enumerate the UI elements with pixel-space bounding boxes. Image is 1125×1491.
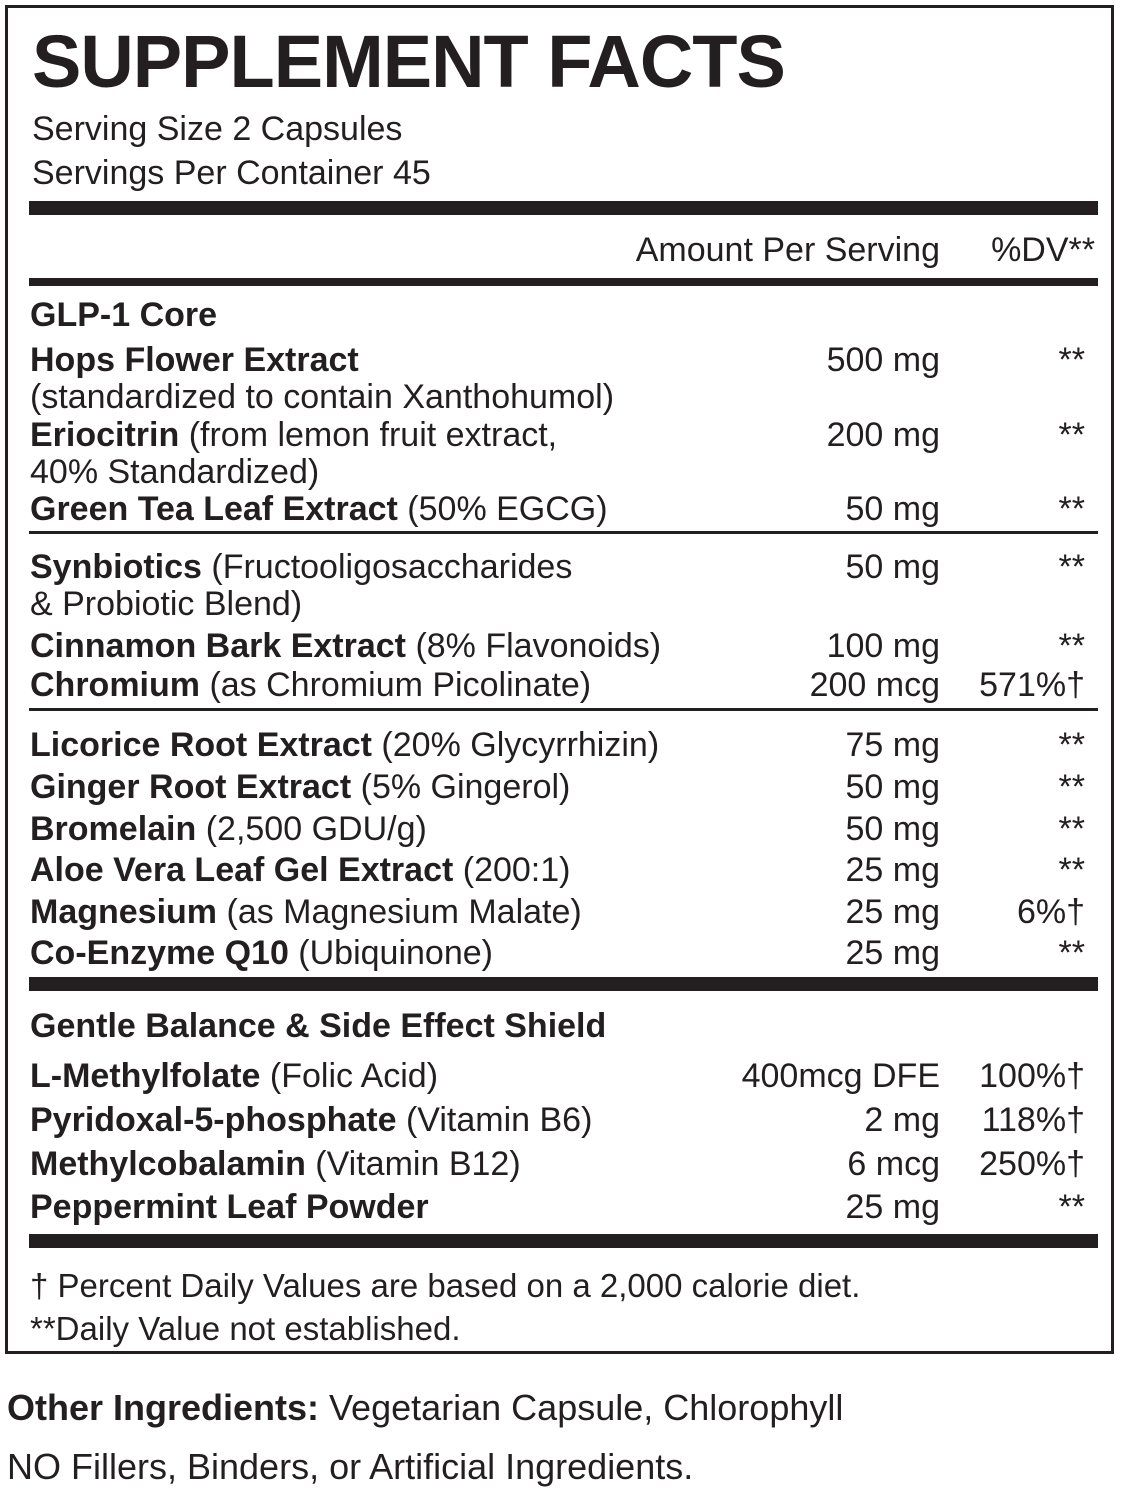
ingredient-detail: (200:1) [453, 851, 571, 889]
no-fillers-statement: NO Fillers, Binders, or Artificial Ingredients. [7, 1446, 694, 1487]
other-ingredients-text: Vegetarian Capsule, Chlorophyll [319, 1387, 844, 1428]
ingredient-amount: 6 mcg [847, 1145, 940, 1183]
supplement-facts-panel [5, 5, 1114, 1354]
footnote-dv: † Percent Daily Values are based on a 2,000 calorie diet. [30, 1267, 861, 1304]
ingredient-detail: (Ubiquinone) [288, 934, 493, 972]
divider-thick [29, 977, 1098, 991]
ingredient-name: Pyridoxal-5-phosphate [30, 1101, 397, 1139]
ingredient-amount: 75 mg [845, 726, 940, 764]
ingredient-amount: 200 mcg [809, 666, 940, 704]
ingredient-dv: ** [1058, 934, 1085, 972]
ingredient-name-line [30, 1145, 521, 1183]
divider-medium [29, 278, 1098, 286]
ingredient-detail: (2,500 GDU/g) [196, 810, 427, 848]
serving-size: Serving Size 2 Capsules [32, 110, 403, 148]
ingredient-detail: (Folic Acid) [260, 1057, 439, 1095]
divider-thick [29, 201, 1098, 215]
ingredient-name: Methylcobalamin [30, 1145, 306, 1183]
ingredient-dv: ** [1058, 490, 1085, 528]
ingredient-dv: 100%† [979, 1057, 1085, 1095]
ingredient-name-line [30, 416, 557, 454]
ingredient-amount: 50 mg [845, 768, 940, 806]
ingredient-dv: ** [1058, 627, 1085, 665]
ingredient-detail: (from lemon fruit extract, [179, 416, 558, 454]
panel-title: SUPPLEMENT FACTS [32, 20, 785, 103]
ingredient-name: L-Methylfolate [30, 1057, 261, 1095]
ingredient-name-line [30, 666, 591, 704]
ingredient-amount: 25 mg [845, 893, 940, 931]
ingredient-name: Green Tea Leaf Extract [30, 490, 398, 528]
ingredient-detail-line: (standardized to contain Xanthohumol) [30, 378, 615, 416]
ingredient-dv: 6%† [1016, 893, 1085, 931]
dv-column-header: %DV** [991, 231, 1095, 269]
ingredient-detail: (Fructooligosaccharides [201, 548, 573, 586]
ingredient-name: Aloe Vera Leaf Gel Extract [30, 851, 454, 889]
ingredient-amount: 25 mg [845, 851, 940, 889]
ingredient-name: Magnesium [30, 893, 218, 931]
ingredient-detail-line: & Probiotic Blend) [30, 585, 303, 623]
ingredient-name-line [30, 768, 570, 806]
ingredient-dv: ** [1058, 768, 1085, 806]
ingredient-name: Ginger Root Extract [30, 768, 352, 806]
ingredient-dv: 571%† [979, 666, 1085, 704]
ingredient-amount: 25 mg [845, 1188, 940, 1226]
ingredient-name: Bromelain [30, 810, 197, 848]
ingredient-detail: (as Magnesium Malate) [217, 893, 582, 931]
ingredient-name-line [30, 627, 661, 665]
ingredient-name-line [30, 1101, 592, 1139]
ingredient-name-line [30, 548, 572, 586]
ingredient-detail: (as Chromium Picolinate) [200, 666, 592, 704]
other-ingredients-label: Other Ingredients: [7, 1387, 320, 1428]
ingredient-name: Synbiotics [30, 548, 202, 586]
ingredient-dv: ** [1058, 851, 1085, 889]
ingredient-name-line [30, 1188, 429, 1226]
ingredient-detail-line: 40% Standardized) [30, 453, 320, 491]
divider-thin [29, 708, 1098, 711]
ingredient-dv: ** [1058, 726, 1085, 764]
ingredient-name: Licorice Root Extract [30, 726, 372, 764]
ingredient-amount: 100 mg [826, 627, 940, 665]
ingredient-name-line [30, 851, 571, 889]
ingredient-name-line [30, 490, 608, 528]
ingredient-amount: 200 mg [826, 416, 940, 454]
ingredient-dv: ** [1058, 1188, 1085, 1226]
ingredient-amount: 400mcg DFE [741, 1057, 940, 1095]
ingredient-amount: 500 mg [826, 341, 940, 379]
ingredient-dv: 118%† [981, 1101, 1085, 1139]
amount-column-header: Amount Per Serving [635, 231, 940, 269]
ingredient-amount: 50 mg [845, 548, 940, 586]
ingredient-name-line [30, 1057, 438, 1095]
ingredient-amount: 25 mg [845, 934, 940, 972]
ingredient-name-line [30, 341, 359, 379]
divider-thick [29, 1234, 1098, 1248]
ingredient-detail: (Vitamin B12) [305, 1145, 521, 1183]
ingredient-dv: ** [1058, 416, 1085, 454]
ingredient-name-line [30, 934, 493, 972]
ingredient-name: Cinnamon Bark Extract [30, 627, 406, 665]
ingredient-amount: 50 mg [845, 490, 940, 528]
ingredient-name: Hops Flower Extract [30, 341, 359, 379]
ingredient-amount: 2 mg [864, 1101, 940, 1139]
servings-per-container: Servings Per Container 45 [32, 154, 431, 192]
ingredient-name: Peppermint Leaf Powder [30, 1188, 429, 1226]
divider-thin [29, 531, 1098, 534]
other-ingredients [7, 1386, 843, 1430]
ingredient-name-line [30, 893, 582, 931]
footnote-not-established: **Daily Value not established. [30, 1310, 461, 1347]
ingredient-dv: 250%† [979, 1145, 1085, 1183]
ingredient-name-line [30, 810, 427, 848]
ingredient-detail: (5% Gingerol) [351, 768, 571, 806]
ingredient-detail: (Vitamin B6) [396, 1101, 593, 1139]
ingredient-dv: ** [1058, 341, 1085, 379]
ingredient-name: Co-Enzyme Q10 [30, 934, 289, 972]
ingredient-detail: (50% EGCG) [397, 490, 608, 528]
ingredient-detail: (20% Glycyrrhizin) [371, 726, 660, 764]
group-title: Gentle Balance & Side Effect Shield [30, 1007, 607, 1045]
ingredient-detail: (8% Flavonoids) [406, 627, 662, 665]
ingredient-amount: 50 mg [845, 810, 940, 848]
ingredient-name-line [30, 726, 659, 764]
group-title: GLP-1 Core [30, 296, 218, 334]
ingredient-name: Eriocitrin [30, 416, 180, 454]
ingredient-dv: ** [1058, 810, 1085, 848]
ingredient-name: Chromium [30, 666, 200, 704]
ingredient-dv: ** [1058, 548, 1085, 586]
